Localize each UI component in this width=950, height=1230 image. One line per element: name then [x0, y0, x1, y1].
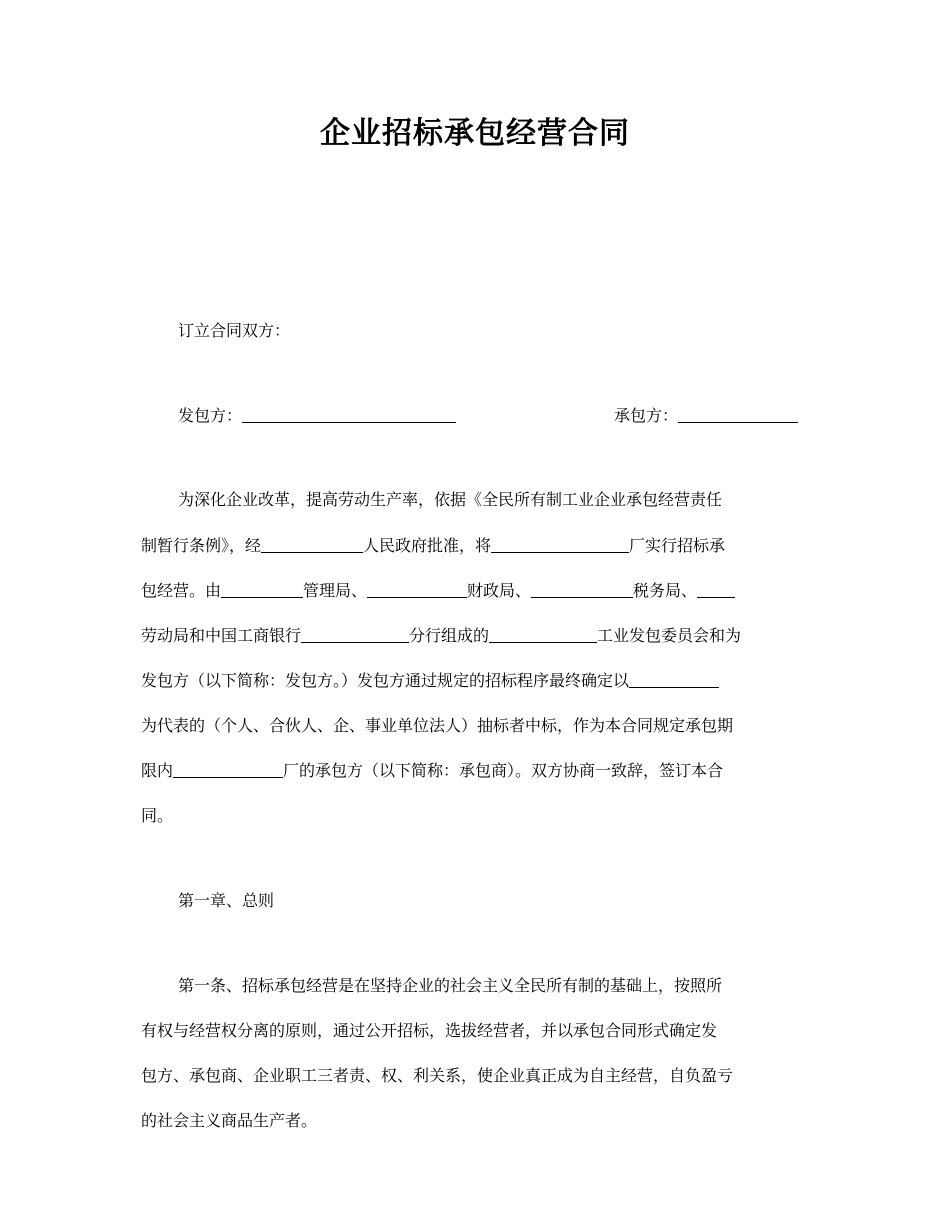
preamble-line-1: 为深化企业改革，提高劳动生产率，依据《全民所有制工业企业承包经营责任	[178, 490, 723, 509]
preamble-line-4	[141, 624, 813, 648]
blank-government	[261, 536, 363, 553]
article-1-line-1: 第一条、招标承包经营是在坚持企业的社会主义全民所有制的基础上，按照所	[178, 976, 723, 995]
article-1-line-2: 有权与经营权分离的原则，通过公开招标，选拔经营者，并以承包合同形式确定发	[141, 1021, 718, 1040]
preamble-text: 发包方（以下简称：发包方。）发包方通过规定的招标程序最终确定以	[141, 671, 630, 690]
preamble-text: 制暂行条例》，经	[141, 536, 262, 555]
parties-intro: 订立合同双方：	[178, 321, 291, 340]
blank-contract-factory	[173, 761, 283, 778]
preamble-line-3	[141, 579, 813, 603]
blank-finance-bureau	[367, 581, 467, 598]
preamble-line-8: 同。	[141, 806, 174, 825]
party-a-label: 发包方：	[178, 406, 243, 425]
preamble-line-5	[141, 669, 813, 693]
blank-representative	[629, 671, 719, 688]
preamble-text: 限内	[141, 761, 174, 780]
preamble-line-7	[141, 759, 813, 783]
preamble-text: 税务局、	[633, 581, 698, 600]
preamble-text: 分行组成的	[409, 626, 490, 645]
preamble-text: 包经营。由	[141, 581, 222, 600]
blank-committee	[489, 626, 597, 643]
blank-admin-bureau	[221, 581, 303, 598]
preamble-text: 厂的承包方（以下简称：承包商）。双方协商一致辞，签订本合	[283, 761, 724, 780]
document-title: 企业招标承包经营合同	[320, 116, 630, 151]
blank-labor-bureau	[697, 581, 735, 598]
preamble-text: 管理局、	[303, 581, 368, 600]
party-a-blank	[242, 406, 456, 423]
article-1-line-3: 包方、承包商、企业职工三者责、权、利关系，使企业真正成为自主经营，自负盈亏	[141, 1066, 734, 1085]
preamble-text: 工业发包委员会和为	[597, 626, 742, 645]
party-b-line	[614, 404, 798, 428]
blank-factory	[491, 536, 629, 553]
preamble-line-6: 为代表的（个人、合伙人、企、事业单位法人）抽标者中标，作为本合同规定承包期	[141, 716, 734, 735]
preamble-text: 财政局、	[467, 581, 532, 600]
preamble-text: 人民政府批准，将	[363, 536, 492, 555]
preamble-text: 劳动局和中国工商银行	[141, 626, 302, 645]
preamble-text: 厂实行招标承	[629, 536, 726, 555]
party-b-blank	[678, 406, 798, 423]
blank-bank-branch	[301, 626, 409, 643]
preamble-line-2	[141, 534, 813, 558]
article-1-line-4: 的社会主义商品生产者。	[141, 1111, 318, 1130]
blank-tax-bureau	[531, 581, 633, 598]
party-b-label: 承包方：	[614, 406, 679, 425]
chapter-1-heading: 第一章、总则	[178, 891, 275, 910]
